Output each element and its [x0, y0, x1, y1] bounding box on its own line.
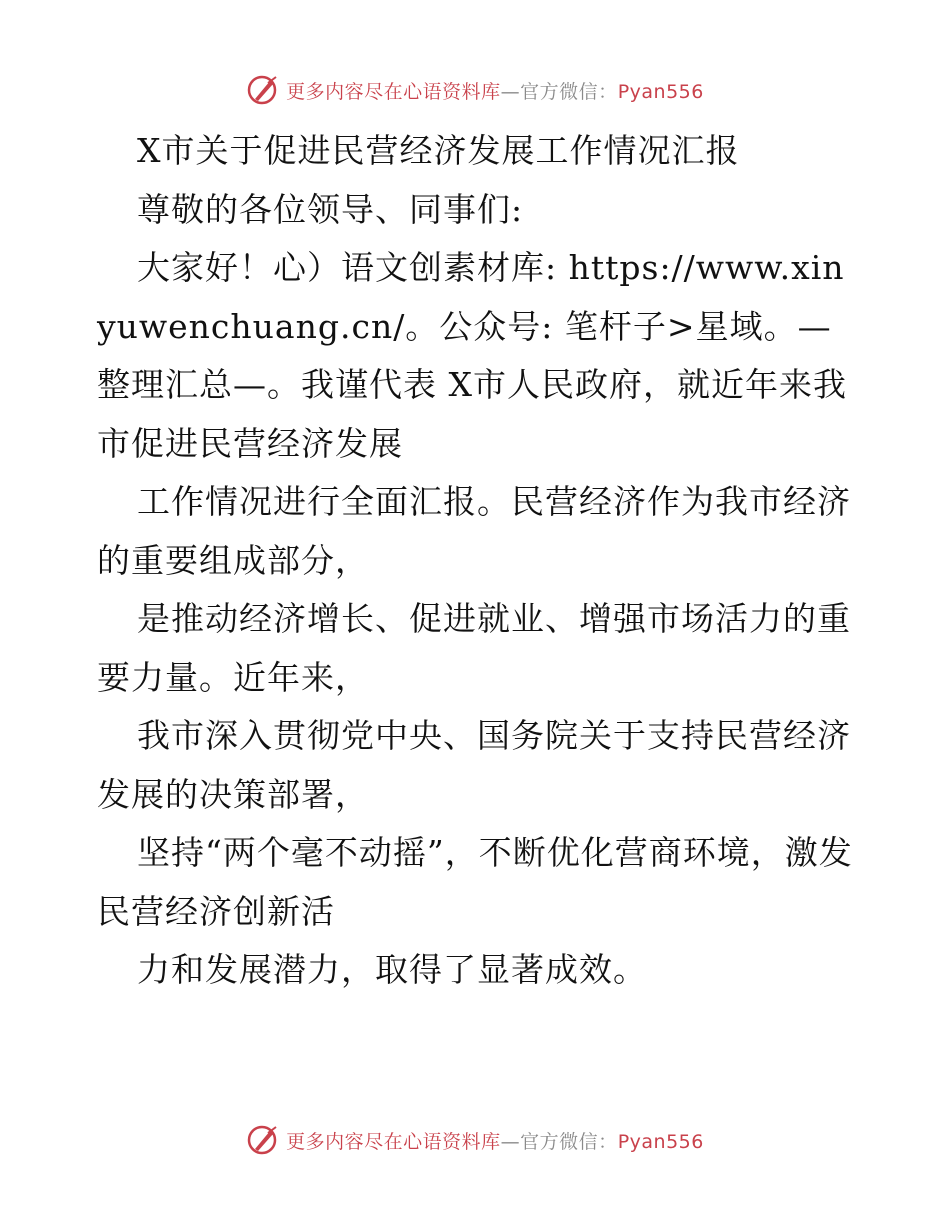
paragraph-greeting: 大家好！心）语文创素材库: https://www.xinyuwenchuang.cn/。公众号: 笔杆子>星域。—整理汇总—。我谨代表 X市人民政府，就近年来我市促进民营经济发展	[97, 248, 847, 463]
banner-dash: —	[500, 1130, 521, 1153]
banner-wechat-label: 官方微信：	[520, 80, 618, 103]
document-title: X市关于促进民营经济发展工作情况汇报	[137, 131, 740, 170]
banner-wechat-id: Pyan556	[617, 1130, 704, 1153]
header-banner	[0, 70, 950, 110]
paragraph-importance: 是推动经济增长、促进就业、增强市场活力的重要力量。近年来，	[97, 599, 851, 697]
banner-main-text: 更多内容尽在心语资料库	[286, 80, 501, 103]
paragraph-principle: 坚持“两个毫不动摇”，不断优化营商环境，激发民营经济创新活	[97, 833, 853, 931]
header-banner-text	[286, 77, 704, 104]
salutation: 尊敬的各位领导、同事们:	[137, 189, 524, 229]
footer-banner-text	[286, 1127, 704, 1154]
banner-dash: —	[500, 80, 521, 103]
paragraph-results: 力和发展潜力，取得了显著成效。	[137, 950, 647, 989]
banner-main-text: 更多内容尽在心语资料库	[286, 1130, 501, 1153]
document-body	[97, 122, 857, 1000]
banner-wechat-id: Pyan556	[617, 80, 704, 103]
footer-banner	[0, 1120, 950, 1160]
banner-wechat-label: 官方微信：	[520, 1130, 618, 1153]
paragraph-policy: 我市深入贯彻党中央、国务院关于支持民营经济发展的决策部署，	[97, 716, 851, 814]
quill-pen-logo-icon	[246, 73, 280, 107]
quill-pen-logo-icon	[246, 1123, 280, 1157]
paragraph-overview: 工作情况进行全面汇报。民营经济作为我市经济的重要组成部分，	[97, 482, 851, 580]
